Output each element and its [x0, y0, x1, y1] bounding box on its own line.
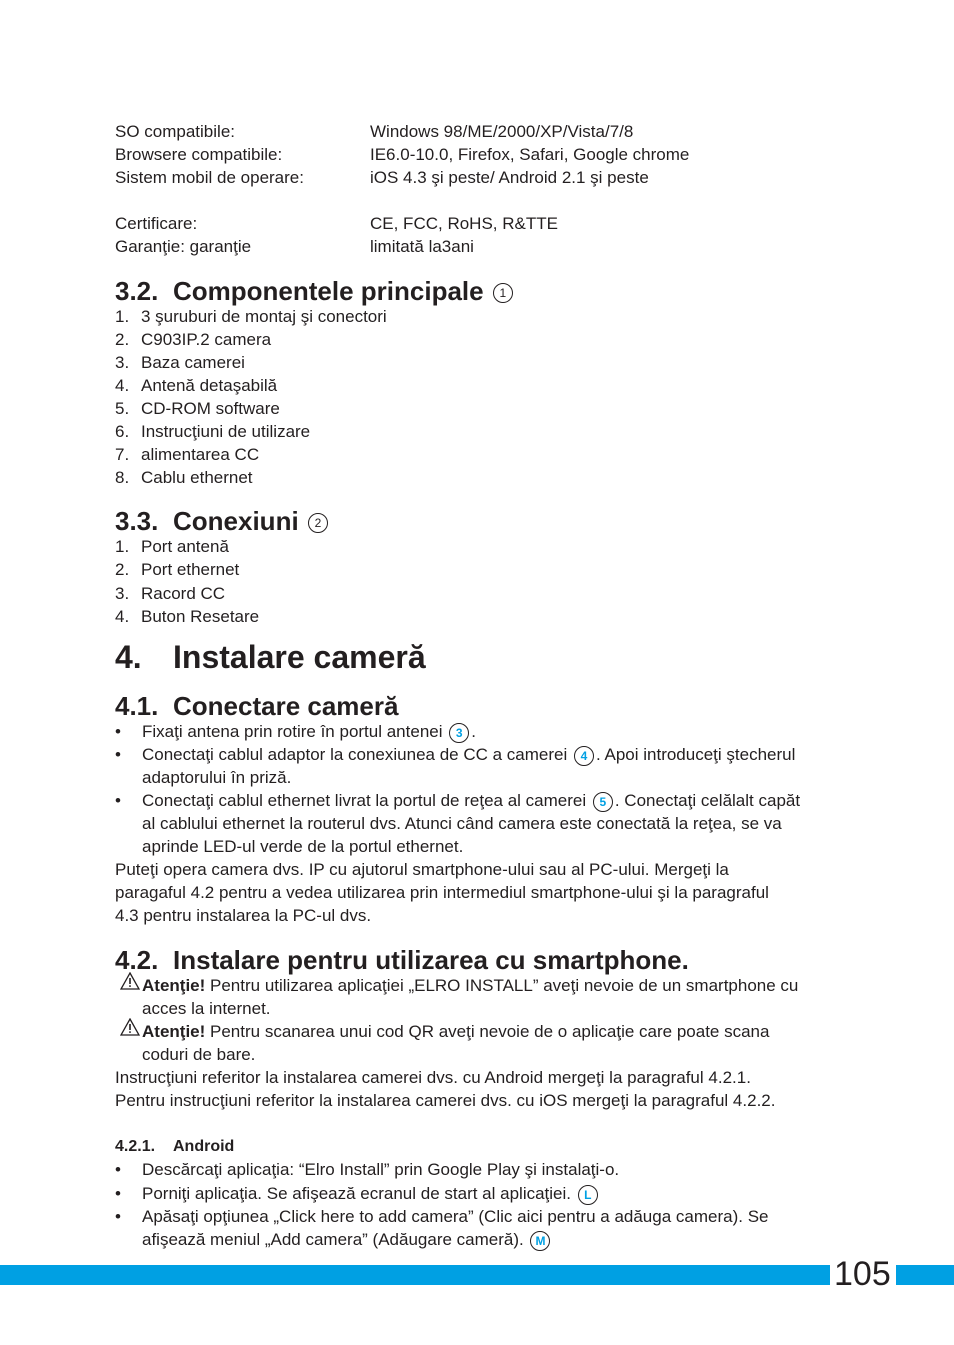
spec-label: Browsere compatibile: — [115, 145, 283, 164]
footer-bar — [0, 1265, 954, 1285]
figure-ref-badge: 3 — [449, 723, 469, 743]
section-title: Componentele principale — [173, 276, 484, 306]
warning-icon — [120, 1018, 140, 1042]
warning-icon — [120, 972, 140, 996]
heading-3-2 — [115, 276, 515, 306]
section-number: 4.2. — [115, 945, 159, 975]
section-title: Conexiuni — [173, 506, 299, 536]
section-title: Conectare cameră — [173, 691, 399, 721]
paragraph: Instrucţiuni referitor la instalarea camerei dvs. cu Android mergeţi la paragraful 4.2.1. Pentru instrucţiuni referitor la instalarea camerei dvs. cu iOS mergeţi la paragraful 4.2.2. — [115, 1068, 776, 1110]
section-number: 4.1. — [115, 691, 159, 721]
section-number: 3.2. — [115, 276, 159, 306]
spec-value: limitată la3ani — [370, 237, 474, 256]
heading-4-2-1 — [115, 1137, 234, 1157]
figure-ref-badge: M — [530, 1231, 550, 1251]
page-number: 105 — [834, 1255, 891, 1293]
section-title: Instalare pentru utilizarea cu smartphone. — [173, 945, 689, 975]
spec-value: iOS 4.3 şi peste/ Android 2.1 şi peste — [370, 168, 649, 187]
paragraph: Puteţi opera camera dvs. IP cu ajutorul smartphone-ului sau al PC-ului. Mergeţi la paragaful 4.2 pentru a vedea utilizarea prin intermediul smartphone-ului şi la paragraful 4.3 pentru instalarea la PC-ul dvs. — [115, 860, 769, 925]
spec-value: CE, FCC, RoHS, R&TTE — [370, 214, 558, 233]
section-number: 4.2.1. — [115, 1138, 156, 1155]
figure-ref-badge: 1 — [493, 283, 513, 303]
heading-4 — [115, 638, 426, 676]
spec-value: Windows 98/ME/2000/XP/Vista/7/8 — [370, 122, 634, 141]
section-number: 3.3. — [115, 506, 159, 536]
spec-label: Certificare: — [115, 214, 198, 233]
spec-label: Sistem mobil de operare: — [115, 168, 304, 187]
heading-4-2 — [115, 945, 689, 975]
figure-ref-badge: 5 — [593, 792, 613, 812]
figure-ref-badge: 4 — [574, 746, 594, 766]
heading-3-3 — [115, 506, 330, 536]
spec-value: IE6.0-10.0, Firefox, Safari, Google chrome — [370, 145, 690, 164]
section-number: 4. — [115, 639, 142, 675]
section-title: Android — [173, 1138, 235, 1155]
spec-label: Garanţie: garanţie — [115, 237, 252, 256]
heading-4-1 — [115, 691, 398, 721]
figure-ref-badge: 2 — [308, 513, 328, 533]
figure-ref-badge: L — [578, 1185, 598, 1205]
spec-label: SO compatibile: — [115, 122, 235, 141]
section-title: Instalare cameră — [173, 639, 426, 675]
